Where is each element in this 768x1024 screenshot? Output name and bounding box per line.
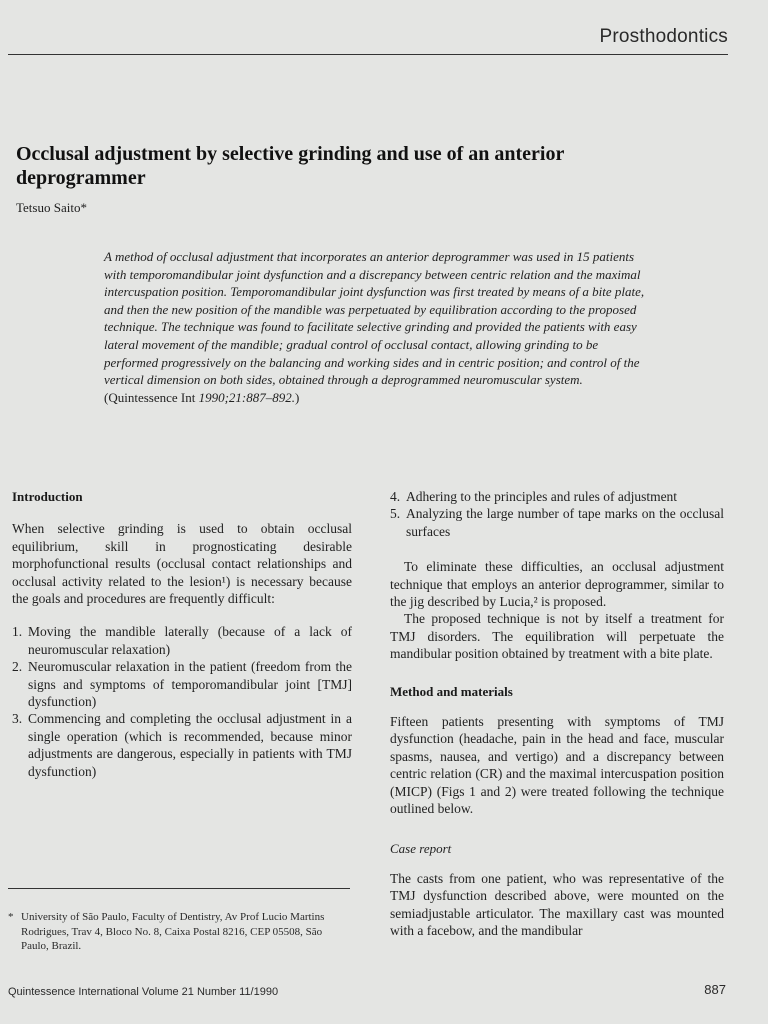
- citation: [104, 390, 299, 405]
- page-number: 887: [704, 982, 726, 997]
- section-label: Prosthodontics: [599, 26, 728, 47]
- list-item: [390, 488, 724, 505]
- article-title: Occlusal adjustment by selective grinding and use of an anterior deprogrammer: [16, 143, 564, 189]
- list-item: [12, 658, 352, 710]
- journal-info: Quintessence International Volume 21 Number 11/1990: [8, 986, 279, 998]
- methods-heading: Method and materials: [390, 683, 513, 699]
- left-column: [12, 488, 352, 780]
- introduction-heading: Introduction: [12, 489, 83, 504]
- case-report-paragraph: The casts from one patient, who was representative of the TMJ dysfunction described above, were mounted on the semiadjustable articulator. The maxillary cast was mounted with a facebow, and the mandibular: [390, 870, 724, 939]
- list-number: 1.: [12, 624, 23, 640]
- citation-suffix: ): [295, 389, 300, 405]
- methods-paragraph: Fifteen patients presenting with symptoms of TMJ dysfunction (headache, pain in the head and face, muscular spasms, nausea, and vertigo) and a discrepancy between centric relation (CR) and the maximal intercuspation position (MICP) (Figs 1 and 2) were treated following the technique outlined below.: [390, 714, 724, 817]
- header-rule: [8, 54, 728, 55]
- author-name: Tetsuo Saito*: [16, 200, 87, 215]
- footnote-rule: [8, 888, 350, 889]
- difficulty-list: [12, 623, 352, 780]
- difficulty-list-continued: [390, 488, 724, 540]
- list-text: Adhering to the principles and rules of adjustment: [406, 489, 678, 504]
- case-report-heading: Case report: [390, 840, 452, 856]
- list-text: Analyzing the large number of tape marks on the occlusal surfaces: [406, 506, 724, 539]
- footnote: [8, 910, 352, 954]
- abstract-text: A method of occlusal adjustment that incorporates an anterior deprogrammer was used in 15 patients with temporomandibular joint dysfunction and a discrepancy between centric relation and the maximal intercuspation position. Temporomandibular joint dysfunction was first treated by means of a bite plate, and then the new position of the mandible was perpetuated by equilibration according to the proposed technique. The technique was found to facilitate selective grinding and provided the patients with easy lateral movement of the mandible; gradual control of occlusal contact, allowing grinding to be performed progressively on the balancing and working sides and in centric position; and control of the vertical dimension on both sides, obtained through a deprogrammed neuromuscular system.: [104, 249, 645, 388]
- list-text: Neuromuscular relaxation in the patient (freedom from the signs and symptoms of temporomandibular joint [TMJ] dysfunction): [28, 659, 352, 710]
- list-number: 2.: [12, 659, 23, 675]
- list-text: Moving the mandible laterally (because of a lack of neuromuscular relaxation): [28, 624, 352, 657]
- list-number: 3.: [12, 711, 23, 727]
- citation-prefix: (Quintessence Int: [104, 389, 196, 405]
- introduction-paragraph-3: The proposed technique is not by itself a treatment for TMJ disorders. The equilibration will perpetuate the mandibular position obtained by treatment with a bite plate.: [390, 611, 724, 662]
- list-number: 5.: [390, 506, 401, 522]
- footnote-text: University of São Paulo, Faculty of Dentistry, Av Prof Lucio Martins Rodrigues, Trav 4, Bloco No. 8, Caixa Postal 8216, CEP 05508, São Paulo, Brazil.: [21, 911, 325, 952]
- list-item: [12, 623, 352, 658]
- abstract: [104, 248, 652, 406]
- list-number: 4.: [390, 489, 401, 504]
- list-text: Commencing and completing the occlusal adjustment in a single operation (which is recommended, because minor adjustments are dangerous, especially in patients with TMJ dysfunction): [28, 711, 352, 779]
- right-column: [390, 488, 724, 940]
- list-item: [12, 710, 352, 780]
- list-item: [390, 505, 724, 540]
- introduction-paragraph: When selective grinding is used to obtain occlusal equilibrium, skill in prognosticating desirable morphofunctional results (occlusal contact relationships and occlusal activity related to the lesion¹) is necessary because the goals and procedures are frequently difficult:: [12, 521, 352, 607]
- citation-ref: 1990;21:887–892.: [198, 389, 296, 405]
- footnote-marker: *: [8, 911, 14, 923]
- introduction-paragraph-2: To eliminate these difficulties, an occlusal adjustment technique that employs an anterior deprogrammer, similar to the jig described by Lucia,² is proposed.: [390, 559, 724, 610]
